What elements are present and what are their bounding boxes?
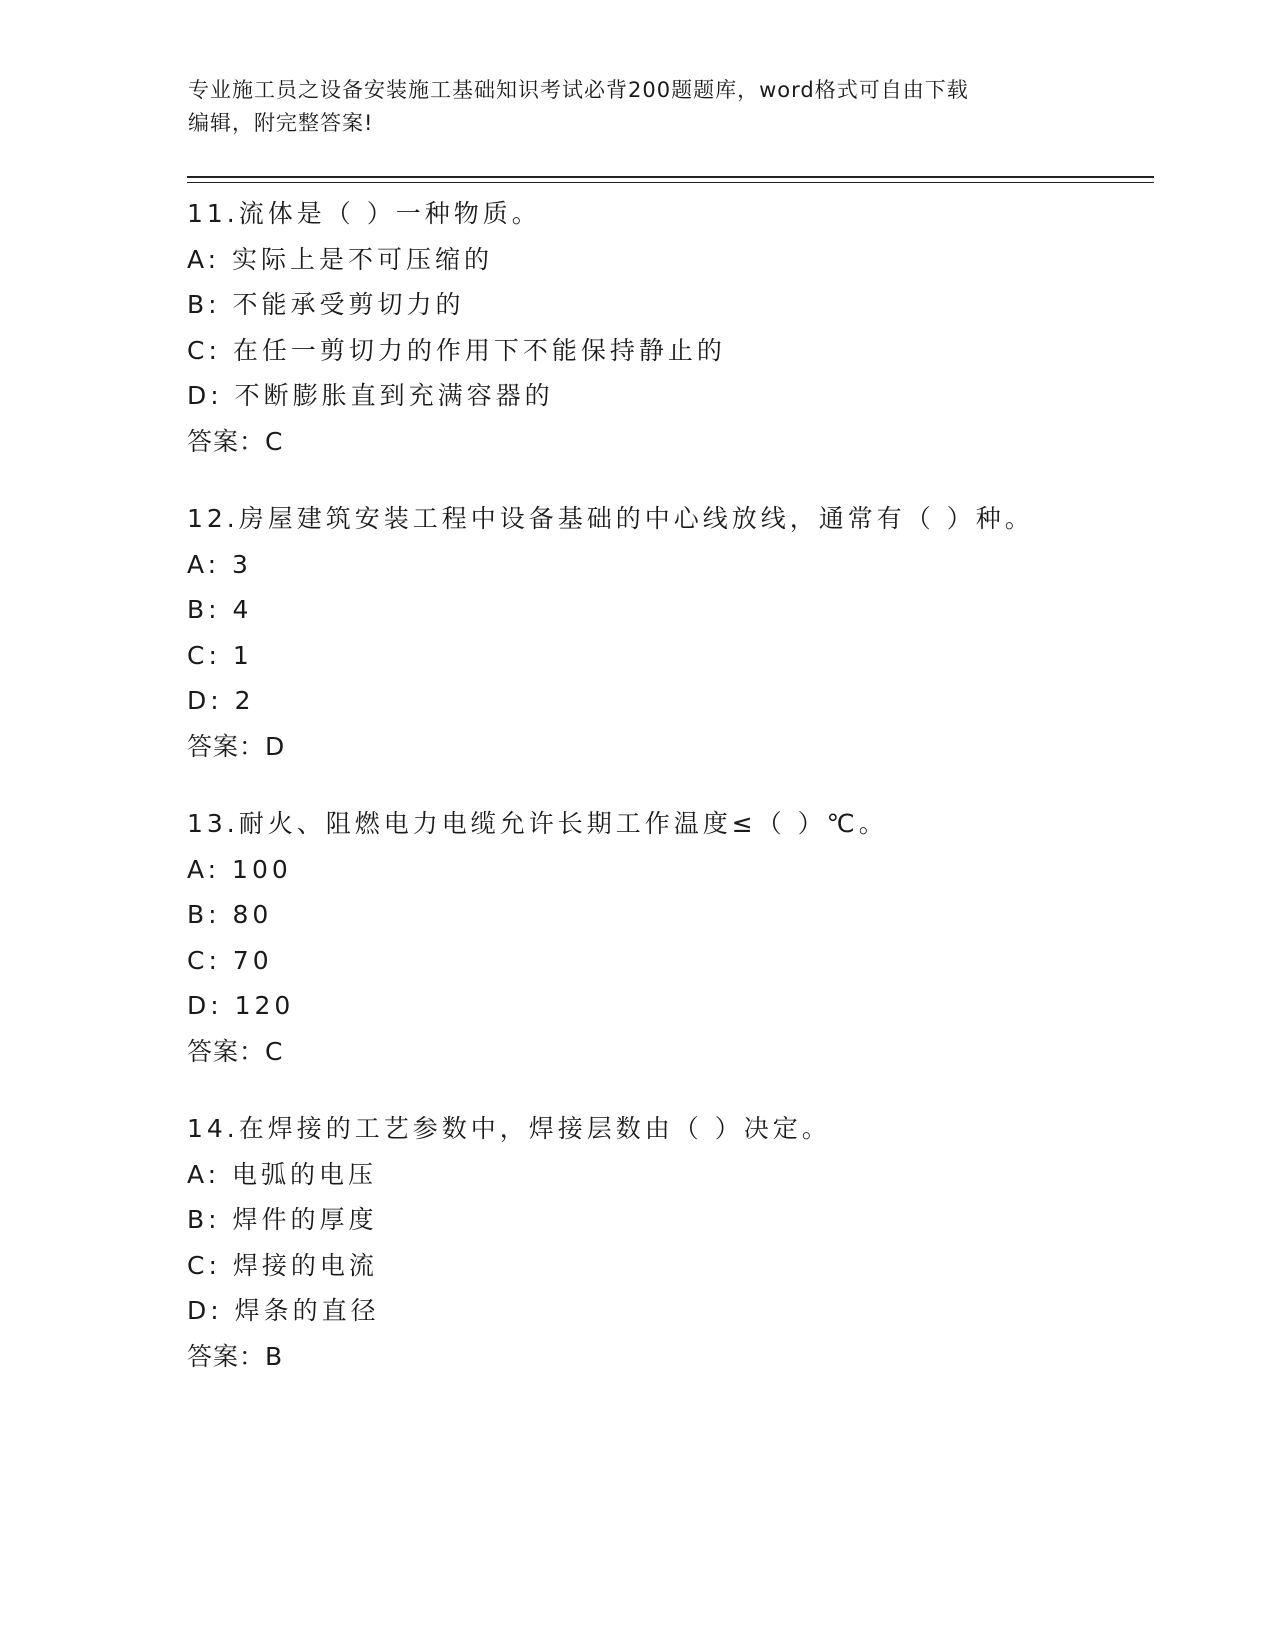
- header-line-1: 专业施工员之设备安装施工基础知识考试必背200题题库，word格式可自由下载: [188, 78, 969, 102]
- option-a: A: 100: [187, 854, 292, 884]
- option-c: C: 在任一剪切力的作用下不能保持静止的: [187, 335, 726, 365]
- header-divider: [187, 176, 1154, 183]
- answer-line: 答案：C: [187, 1036, 284, 1066]
- option-a: A: 电弧的电压: [187, 1159, 378, 1189]
- option-b: B: 不能承受剪切力的: [187, 290, 465, 319]
- question-block: [187, 191, 1147, 464]
- option-d: D: 2: [187, 686, 255, 715]
- option-b: B: 4: [187, 595, 253, 624]
- answer-line: 答案：B: [187, 1341, 284, 1371]
- answer-line: 答案：D: [187, 731, 286, 761]
- option-d: D: 120: [187, 991, 295, 1020]
- question-block: [187, 1106, 1147, 1379]
- option-a: A: 实际上是不可压缩的: [187, 244, 494, 274]
- option-c: C: 1: [187, 640, 253, 670]
- question-block: [187, 801, 1147, 1074]
- header-line-2: 编辑，附完整答案!: [188, 111, 374, 135]
- question-stem: 12.房屋建筑安装工程中设备基础的中心线放线，通常有（ ）种。: [187, 504, 1034, 533]
- option-d: D: 焊条的直径: [187, 1296, 380, 1325]
- option-a: A: 3: [187, 549, 252, 579]
- option-c: C: 70: [187, 945, 273, 975]
- document-header: [188, 74, 1088, 140]
- question-stem: 11.流体是（ ）一种物质。: [187, 199, 541, 228]
- option-d: D: 不断膨胀直到充满容器的: [187, 381, 554, 410]
- option-b: B: 80: [187, 900, 273, 929]
- question-list: [187, 191, 1147, 1411]
- answer-line: 答案：C: [187, 426, 284, 456]
- question-block: [187, 496, 1147, 769]
- option-c: C: 焊接的电流: [187, 1250, 378, 1280]
- question-stem: 13.耐火、阻燃电力电缆允许长期工作温度≤（ ）℃。: [187, 809, 888, 838]
- option-b: B: 焊件的厚度: [187, 1205, 378, 1234]
- question-stem: 14.在焊接的工艺参数中，焊接层数由（ ）决定。: [187, 1114, 831, 1143]
